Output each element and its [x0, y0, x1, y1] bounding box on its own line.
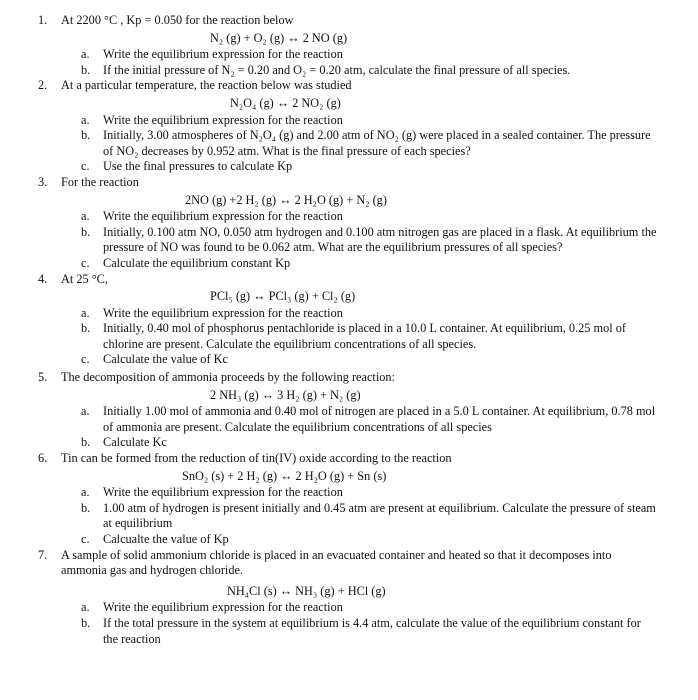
question-number: 6. — [38, 451, 48, 466]
question-4-parts — [0, 306, 698, 368]
subpart-letter: c. — [81, 352, 90, 367]
subpart-a — [61, 113, 698, 129]
subpart-a — [61, 47, 698, 63]
question-text: At 2200 °C , Kp = 0.050 for the reaction below — [61, 13, 294, 27]
question-text: The decomposition of ammonia proceeds by the following reaction: — [61, 370, 395, 385]
subpart-c — [61, 532, 698, 548]
subpart-letter: a. — [81, 47, 90, 62]
subpart-letter: b. — [81, 500, 91, 515]
subpart-letter: b. — [81, 62, 91, 77]
subpart-letter: b. — [81, 128, 91, 143]
subpart-letter: a. — [81, 209, 90, 224]
question-2-parts — [0, 113, 698, 175]
question-number: 1. — [38, 13, 48, 27]
reaction-equation: PCl₅ (g) ↔ PCl₃ (g) + Cl₂ (g) — [210, 289, 356, 304]
question-number: 7. — [38, 547, 48, 562]
question-5-parts — [0, 404, 698, 451]
reaction-equation: N₂O₄ (g) ↔ 2 NO₂ (g) — [230, 95, 341, 110]
subpart-text: Calculate Kc — [103, 435, 167, 450]
subpart-b — [61, 501, 698, 532]
subpart-a — [61, 306, 698, 322]
subpart-text: Calculate the value of Kc — [103, 352, 228, 367]
subpart-letter: b. — [81, 224, 91, 239]
subpart-text: Initially, 0.40 mol of phosphorus pentachloride is placed in a 10.0 L container. At equilibrium, 0.25 mol of chlorine are present. Calculate the equilibrium concentrations of all species. — [103, 321, 626, 351]
subpart-text: If the total pressure in the system at equilibrium is 4.4 atm, calculate the value of the equilibrium constant for the reaction — [103, 615, 641, 646]
subpart-text: Calculate the equilibrium constant Kp — [103, 255, 291, 270]
subpart-a — [61, 600, 698, 616]
subpart-b — [61, 128, 698, 159]
reaction-equation: 2NO (g) +2 H₂ (g) ↔ 2 H₂O (g) + N₂ (g) — [185, 192, 387, 207]
question-text: Tin can be formed from the reduction of tin(IV) oxide according to the reaction — [61, 451, 452, 466]
question-2 — [0, 78, 698, 94]
subpart-text: Write the equilibrium expression for the reaction — [103, 47, 343, 62]
question-3 — [0, 175, 698, 191]
subpart-text: Calcualte the value of Kp — [103, 532, 229, 546]
subpart-c — [61, 352, 698, 368]
subpart-text: Write the equilibrium expression for the reaction — [103, 209, 343, 224]
subpart-letter: c. — [81, 255, 90, 270]
question-6 — [0, 451, 698, 467]
question-text: At 25 °C, — [61, 271, 108, 286]
question-1 — [0, 13, 698, 29]
subpart-letter: b. — [81, 321, 91, 336]
subpart-letter: a. — [81, 404, 90, 419]
question-7 — [0, 548, 698, 579]
question-4 — [0, 272, 698, 288]
subpart-b — [61, 616, 698, 647]
subpart-letter: a. — [81, 600, 90, 615]
subpart-text: Write the equilibrium expression for the reaction — [103, 600, 343, 615]
subpart-text: Write the equilibrium expression for the reaction — [103, 485, 343, 500]
question-text: For the reaction — [61, 174, 139, 189]
question-number: 4. — [38, 271, 48, 286]
question-text: A sample of solid ammonium chloride is placed in an evacuated container and heated so that it decomposes into ammonia gas and hydrogen chloride. — [61, 547, 612, 578]
reaction-equation: N₂ (g) + O₂ (g) ↔ 2 NO (g) — [210, 30, 348, 45]
subpart-a — [61, 485, 698, 501]
subpart-c — [61, 159, 698, 175]
subpart-text: Initially 1.00 mol of ammonia and 0.40 mol of nitrogen are placed in a 5.0 L container. At equilibrium, 0.78 mol of ammonia are present. Calculate the equilibrium concentrations of all species — [103, 404, 656, 434]
question-5 — [0, 370, 698, 386]
subpart-letter: a. — [81, 305, 90, 320]
subpart-letter: c. — [81, 532, 90, 546]
subpart-b — [61, 225, 698, 256]
subpart-text: 1.00 atm of hydrogen is present initially and 0.45 atm are present at equilibrium. Calculate the pressure of steam at equilibrium — [103, 500, 656, 531]
subpart-letter: a. — [81, 112, 90, 127]
subpart-text: Write the equilibrium expression for the reaction — [103, 112, 343, 127]
subpart-c — [61, 256, 698, 272]
subpart-letter: a. — [81, 485, 90, 500]
question-7-parts — [0, 600, 698, 647]
subpart-letter: b. — [81, 615, 91, 630]
subpart-b — [61, 435, 698, 451]
question-number: 5. — [38, 370, 48, 385]
question-1-parts — [0, 47, 698, 78]
subpart-b — [61, 63, 698, 79]
question-text: At a particular temperature, the reaction below was studied — [61, 78, 352, 93]
subpart-text: Write the equilibrium expression for the reaction — [103, 305, 343, 320]
subpart-letter: c. — [81, 159, 90, 174]
subpart-text: Use the final pressures to calculate Kp — [103, 159, 293, 174]
subpart-letter: b. — [81, 435, 91, 450]
question-3-parts — [0, 209, 698, 271]
subpart-a — [61, 209, 698, 225]
subpart-a — [61, 404, 698, 435]
reaction-equation: 2 NH₃ (g) ↔ 3 H₂ (g) + N₂ (g) — [210, 387, 361, 402]
subpart-b — [61, 321, 698, 352]
subpart-text: Initially, 0.100 atm NO, 0.050 atm hydrogen and 0.100 atm nitrogen gas are placed in a flask. At equilibrium the pressure of NO was found to be 0.062 atm. What are the equilibrium pressures of all species? — [103, 224, 657, 255]
question-6-parts — [0, 485, 698, 547]
question-number: 2. — [38, 78, 48, 93]
question-number: 3. — [38, 174, 48, 189]
reaction-equation: SnO₂ (s) + 2 H₂ (g) ↔ 2 H₂O (g) + Sn (s) — [182, 468, 387, 483]
subpart-text: If the initial pressure of N₂ = 0.20 and O₂ = 0.20 atm, calculate the final pressure of all species. — [103, 62, 571, 77]
reaction-equation: NH₄Cl (s) ↔ NH₃ (g) + HCl (g) — [227, 583, 386, 598]
subpart-text: Initially, 3.00 atmospheres of N₂O₄ (g) and 2.00 atm of NO₂ (g) were placed in a sealed container. The pressure of NO₂ decreases by 0.952 atm. What is the final pressure of each species? — [103, 128, 651, 158]
